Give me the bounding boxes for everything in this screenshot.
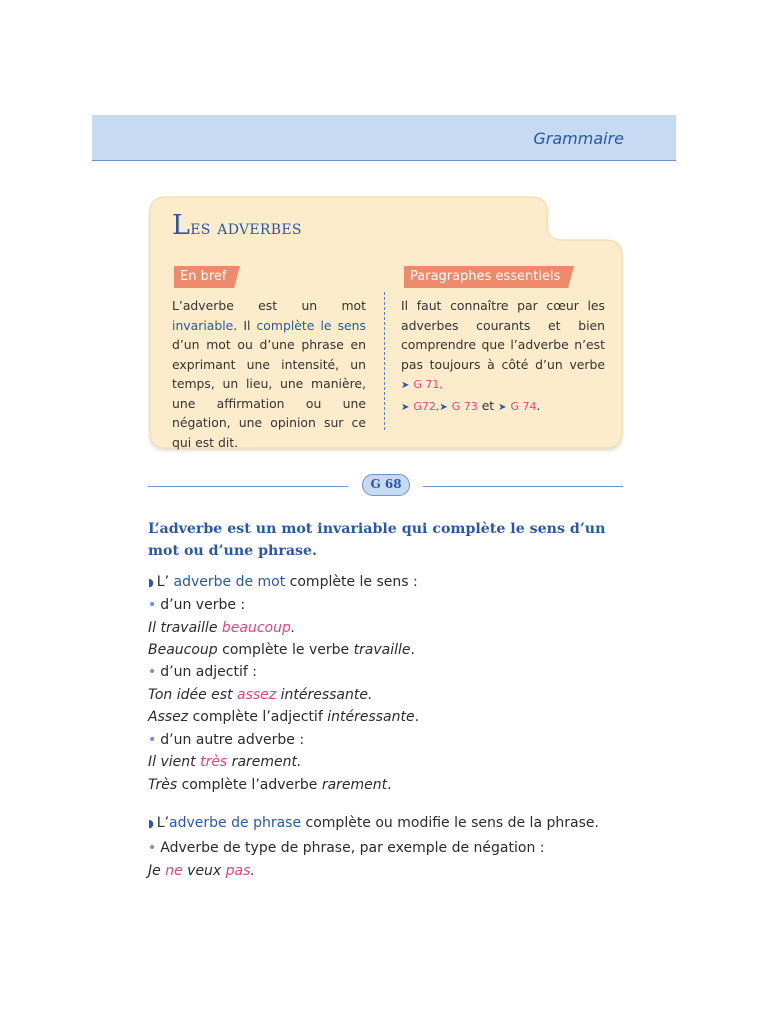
page-title: Les adverbes — [172, 210, 302, 241]
dot-bullet-icon: • — [148, 664, 157, 680]
header-band — [92, 115, 676, 161]
list-item: • Adverbe de type de phrase, par exemple de négation : — [148, 840, 545, 856]
paragraphes-tag: Paragraphes essentiels — [404, 266, 568, 288]
list-item: • d’un verbe : — [148, 597, 246, 613]
list-item: • d’un adjectif : — [148, 664, 257, 680]
dot-bullet-icon: • — [148, 597, 157, 613]
list-item: • d’un autre adverbe : — [148, 732, 305, 748]
arrow-icon: ➤ — [498, 401, 507, 413]
section-badge: G 68 — [362, 474, 410, 496]
section-rule-left — [148, 486, 348, 487]
ref-link-g71[interactable]: G 71 — [413, 378, 440, 391]
triangle-bullet-icon: ◗ — [148, 576, 154, 589]
summary-card — [148, 196, 624, 452]
list-item: ◗ L’ adverbe de mot complète le sens : — [148, 574, 418, 590]
ref-link-g72[interactable]: G72 — [413, 399, 436, 413]
arrow-icon: ➤ — [401, 401, 410, 413]
dot-bullet-icon: • — [148, 732, 157, 748]
arrow-icon: ➤ — [439, 401, 448, 413]
explanation-line: Assez complète l’adjectif intéressante. — [148, 709, 420, 725]
ref-link-g74[interactable]: G 74 — [510, 399, 537, 413]
example-line: Je ne veux pas. — [148, 863, 255, 879]
ref-link-g73[interactable]: G 73 — [451, 399, 478, 413]
en-bref-tag: En bref — [174, 266, 234, 288]
keyword-invariable: invariable — [172, 317, 234, 333]
column-divider — [384, 292, 385, 430]
example-line: Il travaille beaucoup. — [148, 620, 296, 636]
arrow-icon: ➤ — [401, 380, 410, 391]
triangle-bullet-icon: ◗ — [148, 817, 154, 830]
section-rule-right — [423, 486, 623, 487]
section-lead: L’adverbe est un mot invariable qui complète le sens d’un mot ou d’une phrase. — [148, 521, 606, 559]
list-item: ◗ L’adverbe de phrase complète ou modifie le sens de la phrase. — [148, 815, 599, 831]
dot-bullet-icon: • — [148, 840, 157, 856]
example-line: Il vient très rarement. — [148, 754, 302, 770]
paragraphes-text: Il faut connaître par cœur les adverbes courants et bien comprendre que l’adverbe n’est pas toujours à côté d’un verbe ➤ G 71, ➤ G72,➤ G 73 et ➤ G 74. — [401, 298, 605, 413]
header-title: Grammaire — [533, 129, 624, 148]
explanation-line: Très complète l’adverbe rarement. — [148, 777, 392, 793]
explanation-line: Beaucoup complète le verbe travaille. — [148, 642, 415, 658]
en-bref-text: L’adverbe est un mot invariable. Il complète le sens d’un mot ou d’une phrase en exprimant une intensité, un temps, un lieu, une manière, une affirmation ou une négation, une opinion sur ce qui est dit. — [172, 298, 366, 450]
example-line: Ton idée est assez intéressante. — [148, 687, 373, 703]
keyword-complete-le-sens: complète le sens — [256, 317, 366, 333]
